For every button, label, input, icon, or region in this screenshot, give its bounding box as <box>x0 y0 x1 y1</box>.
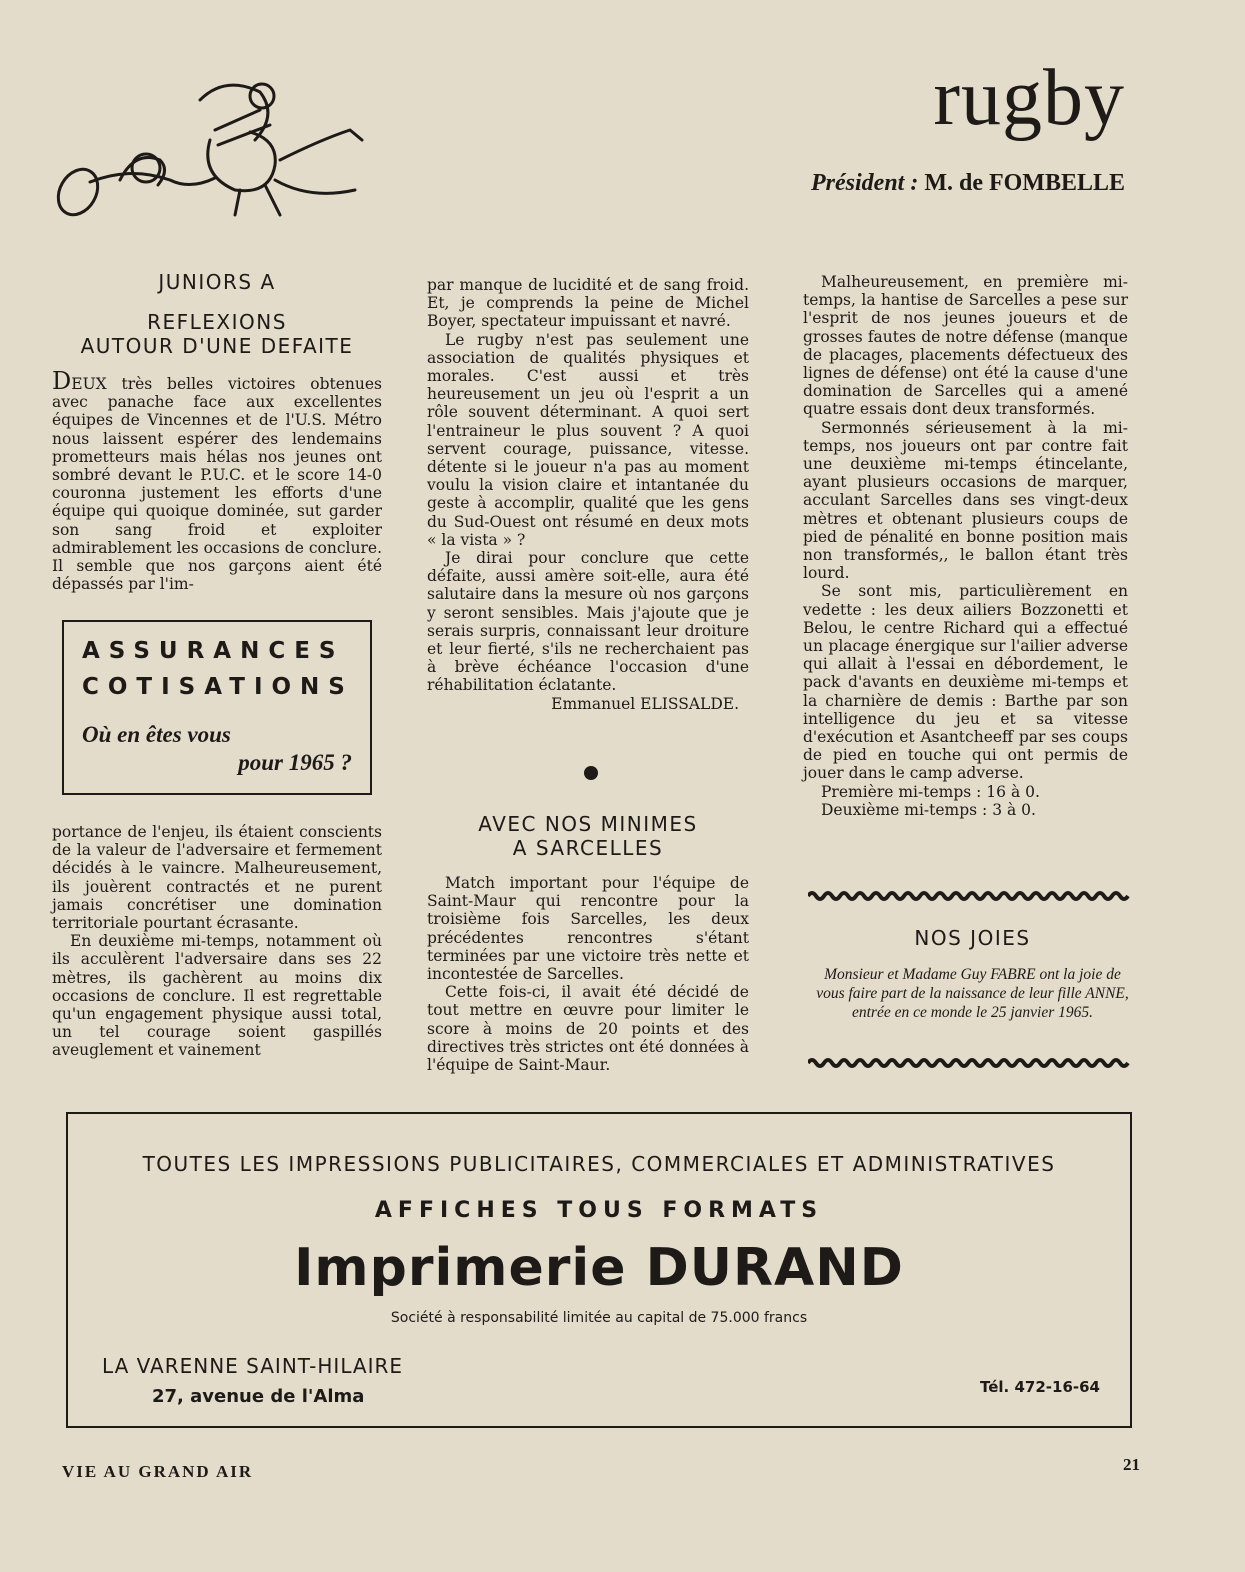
insurance-line: ASSURANCES <box>82 638 345 664</box>
section-title: rugby <box>933 54 1125 142</box>
insurance-question: Où en êtes vous <box>82 722 231 747</box>
ad-address: 27, avenue de l'Alma <box>152 1386 365 1407</box>
article-paragraph: Se sont mis, particulièrement en vedette : les deux ailiers Bozzonetti et Belou, le centre Richard qui a effectué un placage énergique sur l'ailier adverse qui allait à l'essai en débordement, le pack d'avants en deuxième mi-temps et la charnière de demis : Barthe par son intelligence du jeu et sa vitesse d'exécution et Asantcheeff par ses coups de pied en touche qui ont permis de jouer dans le camp adverse. <box>803 582 1128 783</box>
score-first-half: Première mi-temps : 16 à 0. <box>821 782 1040 801</box>
printer-advertisement <box>66 1112 1132 1428</box>
article-paragraph: Le rugby n'est pas seulement une association de qualités physiques et morales. C'est aussi et très heureusement un jeu où l'esprit a un rôle souvent déterminant. A quoi sert l'entraineur le plus souvent ? A quoi servent courage, puissance, vitesse. détente si le joueur n'a pas au moment voulu la vision claire et intantanée du geste à accomplir, qualité que les gens du Sud-Ouest ont résumé en deux mots « la vista » ? <box>427 330 749 549</box>
joies-heading: NOS JOIES <box>914 926 1031 950</box>
rugby-players-illustration <box>50 70 370 220</box>
column-1-bottom <box>52 823 382 1060</box>
column-2-top <box>427 276 749 713</box>
column-2-bottom <box>427 812 749 1074</box>
article-heading-juniors: JUNIORS A <box>158 270 276 294</box>
wavy-rule-top <box>808 889 1133 903</box>
article-signature: Emmanuel ELISSALDE. <box>551 694 739 713</box>
article-heading-defaite: AUTOUR D'UNE DEFAITE <box>80 334 354 358</box>
article-paragraph: Malheureusement, en première mi-temps, la hantise de Sarcelles a pese sur l'esprit de nos jeunes joueurs et de grosses fautes de notre défense (manque de placages, placements défectueux des lignes de défense) ont été la cause d'une domination de Sarcelles qui a amené quatre essais dont deux transformés. <box>803 273 1128 419</box>
president-name: M. de FOMBELLE <box>924 170 1125 196</box>
ad-posters: AFFICHES TOUS FORMATS <box>374 1198 824 1223</box>
column-3 <box>803 273 1128 819</box>
article-paragraph: par manque de lucidité et de sang froid. Et, je comprends la peine de Michel Boyer, spectateur impuissant et navré. <box>427 276 749 331</box>
score-second-half: Deuxième mi-temps : 3 à 0. <box>821 800 1036 819</box>
insurance-question-year: pour 1965 ? <box>238 750 352 775</box>
wavy-rule-bottom <box>808 1056 1133 1070</box>
article-paragraph: portance de l'enjeu, ils étaient conscients de la valeur de l'adversaire et fermement décidés à le vaincre. Malheureusement, ils jouèrent contractés et ne purent jamais concrétiser une domination territoriale pourtant écrasante. <box>52 823 382 933</box>
article-paragraph: Match important pour l'équipe de Saint-Maur qui rencontre pour la troisième fois Sarcelles, les deux précédentes rencontres s'étant terminées par une victoire très nette et incontestée de Sarcelles. <box>427 874 749 984</box>
article-paragraph: Sermonnés sérieusement à la mi-temps, nos joueurs ont par contre fait une deuxième mi-temps étincelante, ayant plusieurs occasions de marquer, acculant Sarcelles dans ses vingt-deux mètres et obtenant plusieurs coups de pied de pénalité en bonne position mais non transformés,, le ballon étant très lourd. <box>803 418 1128 583</box>
dues-line: COTISATIONS <box>82 674 354 700</box>
article-paragraph: Cette fois-ci, il avait été décidé de tout mettre en œuvre pour limiter le score à moins de 20 points et des directives très strictes ont été données à l'équipe de Saint-Maur. <box>427 983 749 1075</box>
ad-phone: Tél. 472-16-64 <box>980 1378 1100 1396</box>
article-paragraph: En deuxième mi-temps, notamment où ils acculèrent l'adversaire dans ses 22 mètres, ils gachèrent au moins dix occasions de conclure. Il est regrettable qu'un engagement physique aussi total, un tel courage soient gaspillés aveuglement et vainement <box>52 932 382 1060</box>
article-heading-reflexions: REFLEXIONS <box>147 310 287 334</box>
separator-dot <box>584 766 598 780</box>
president-label: Président : <box>811 170 919 196</box>
article-heading-minimes: AVEC NOS MINIMES <box>478 812 698 836</box>
insurance-box <box>62 620 372 795</box>
article-paragraph: DEUX très belles victoires obtenues avec panache face aux excellentes équipes de Vincennes et de l'U.S. Métro nous laissent espérer des lendemains prometteurs mais hélas nos jeunes ont sombré devant le P.U.C. et le score 14-0 couronna justement les efforts d'une équipe qui quoique dominée, sut garder son sang froid et exploiter admirablement les occasions de conclure. Il semble que nos garçons aient été dépassés par l'im- <box>52 367 382 594</box>
article-heading-sarcelles: A SARCELLES <box>512 836 664 860</box>
ad-city: LA VARENNE SAINT-HILAIRE <box>102 1354 404 1378</box>
president-line <box>811 170 1125 197</box>
ad-company-name: Imprimerie DURAND <box>294 1238 904 1298</box>
ad-services: TOUTES LES IMPRESSIONS PUBLICITAIRES, COMMERCIALES ET ADMINISTRATIVES <box>142 1152 1056 1176</box>
article-paragraph: Je dirai pour conclure que cette défaite, aussi amère soit-elle, aura été salutaire dans la mesure où nos garçons y seront sensibles. Mais j'ajoute que je serais surpris, connaissant leur droiture et leur fierté, s'ils ne recherchaient pas à brève échéance l'occasion d'une réhabilitation éclatante. <box>427 549 749 695</box>
column-1-top <box>52 270 382 593</box>
birth-announcement: Monsieur et Madame Guy FABRE ont la joie de vous faire part de la naissance de leur fille ANNE, entrée en ce monde le 25 janvier 1965. <box>816 966 1129 1021</box>
page-number: 21 <box>1123 1455 1140 1474</box>
magazine-name: VIE AU GRAND AIR <box>62 1462 254 1481</box>
ad-legal-notice: Société à responsabilité limitée au capital de 75.000 francs <box>390 1310 808 1326</box>
